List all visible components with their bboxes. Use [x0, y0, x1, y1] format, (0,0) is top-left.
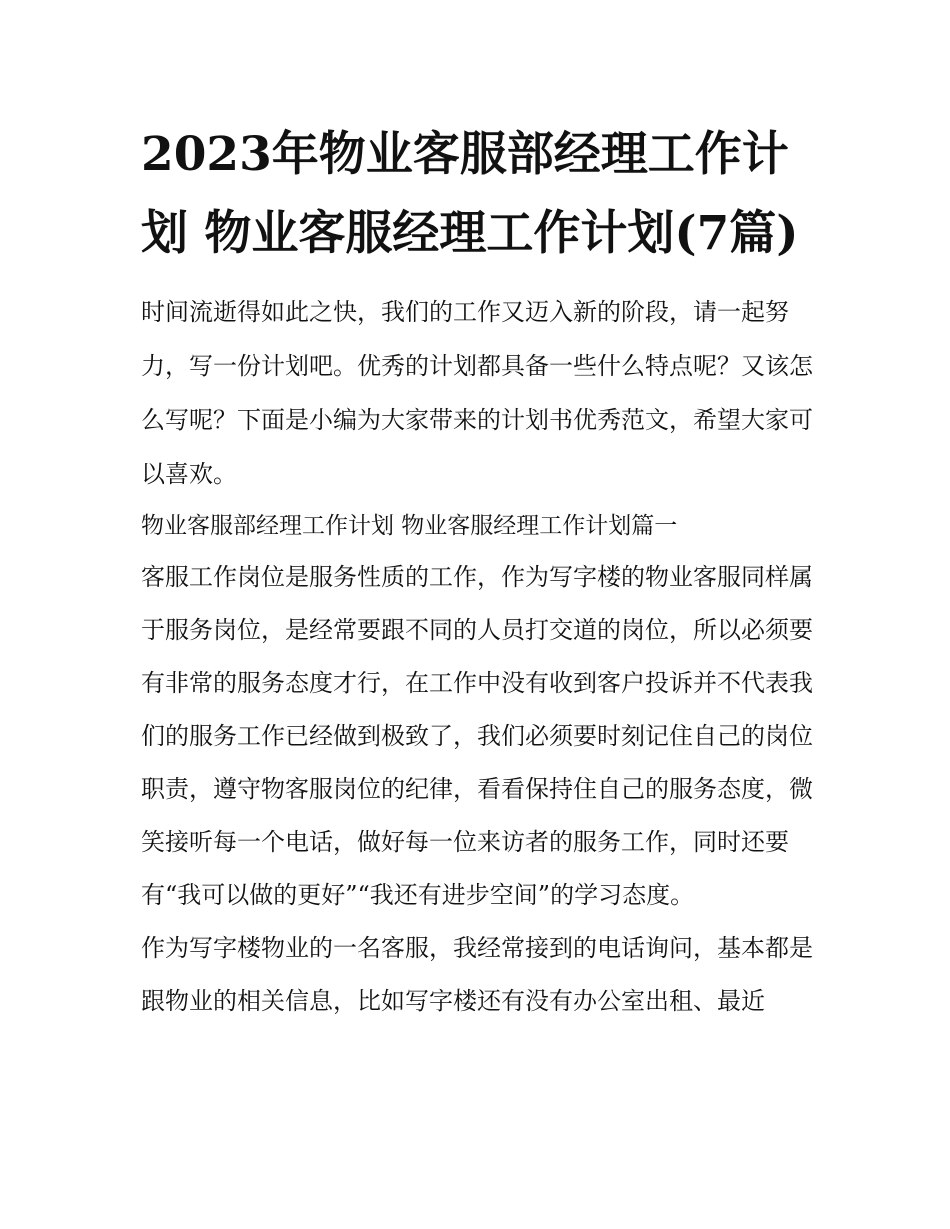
document-body: [141, 115, 813, 1028]
intro-paragraph: 时间流逝得如此之快，我们的工作又迈入新的阶段，请一起努力，写一份计划吧。优秀的计划都具备一些什么特点呢？又该怎么写呢？下面是小编为大家带来的计划书优秀范文，希望大家可以喜欢。: [141, 298, 813, 488]
body-paragraph: 客服工作岗位是服务性质的工作，作为写字楼的物业客服同样属于服务岗位，是经常要跟不同的人员打交道的岗位，所以必须要有非常的服务态度才行，在工作中没有收到客户投诉并不代表我们的服务工作已经做到极致了，我们必须要时刻记住自己的岗位职责，遵守物客服岗位的纪律，看看保持住自己的服务态度，微笑接听每一个电话，做好每一位来访者的服务工作，同时还要有“我可以做的更好”“我还有进步空间”的学习态度。: [141, 563, 813, 909]
document-title: 2023年物业客服部经理工作计划 物业客服经理工作计划(7篇): [141, 127, 799, 261]
section-heading: 物业客服部经理工作计划 物业客服经理工作计划篇一: [141, 513, 678, 539]
body-paragraph: 作为写字楼物业的一名客服，我经常接到的电话询问，基本都是跟物业的相关信息，比如写字楼还有没有办公室出租、最近: [141, 934, 813, 1015]
